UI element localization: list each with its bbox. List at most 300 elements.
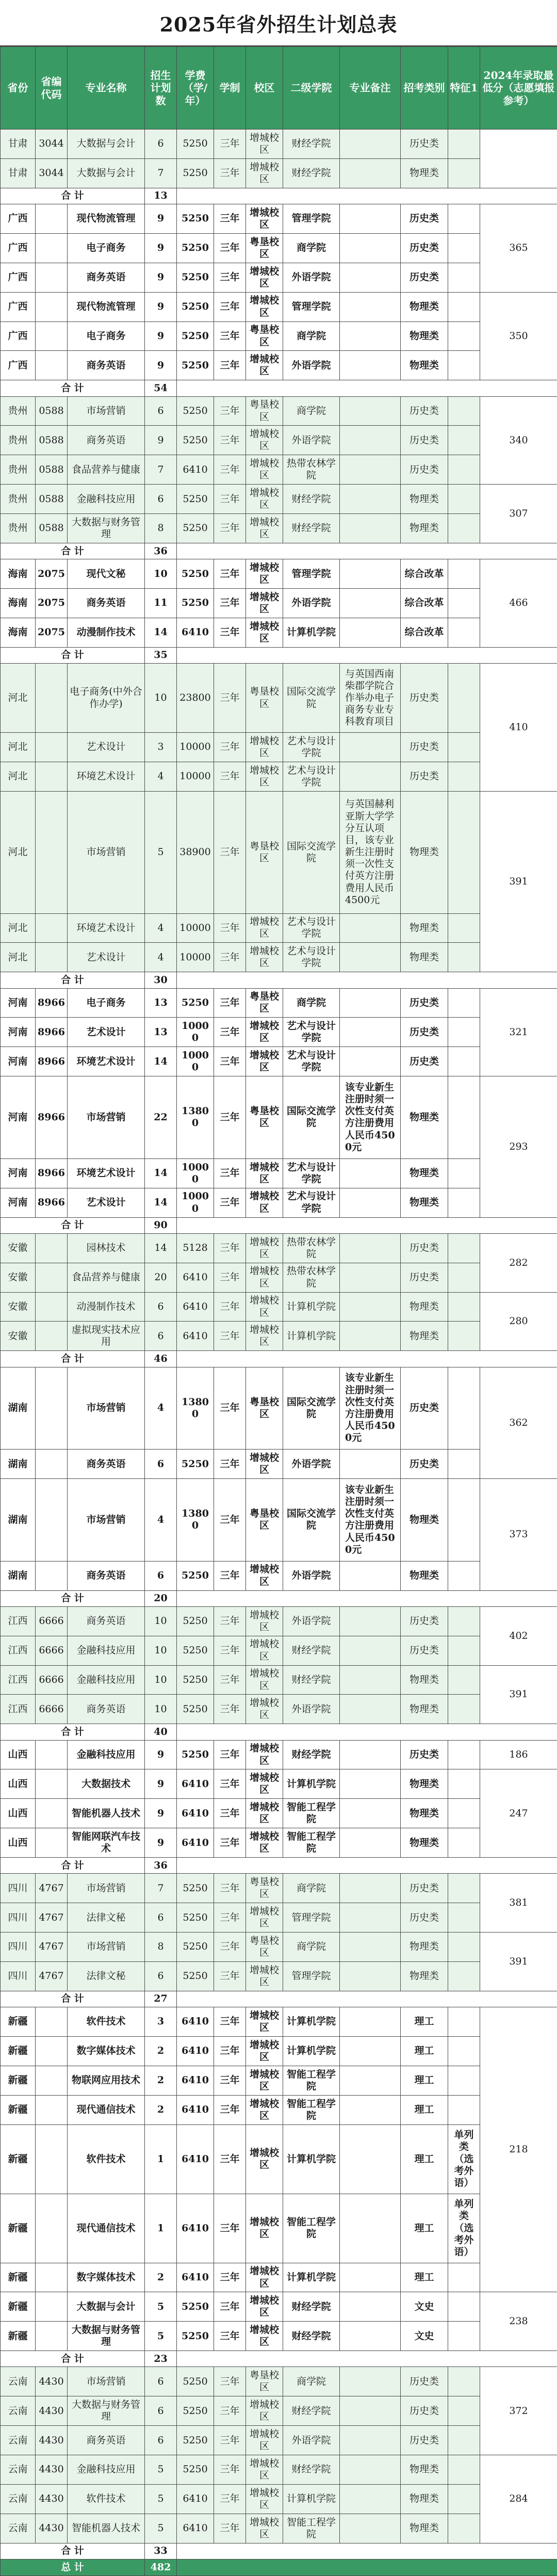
cell-duration: 三年 bbox=[214, 733, 246, 762]
table-row bbox=[1, 2367, 557, 2396]
cell-plan: 9 bbox=[145, 426, 177, 455]
cell-province: 新疆 bbox=[1, 2037, 36, 2066]
cell-plan: 6 bbox=[145, 1561, 177, 1590]
cell-plan: 4 bbox=[145, 913, 177, 943]
table-row bbox=[1, 943, 557, 972]
cell-category: 物理类 bbox=[401, 1292, 448, 1322]
cell-fee: 6410 bbox=[177, 1799, 214, 1828]
cell-note: 该专业新生注册时须一次性支付英方注册费用人民币4500元 bbox=[340, 1367, 401, 1450]
cell-major: 金融科技应用 bbox=[68, 485, 145, 514]
cell-duration: 三年 bbox=[214, 1292, 246, 1322]
subtotal-value: 35 bbox=[145, 647, 177, 663]
cell-score: 373 bbox=[480, 1479, 557, 1591]
cell-duration: 三年 bbox=[214, 1962, 246, 1991]
subtotal-filler bbox=[177, 972, 557, 988]
cell-fee: 5250 bbox=[177, 1933, 214, 1962]
cell-code bbox=[36, 2066, 68, 2095]
cell-college: 计算机学院 bbox=[283, 2485, 340, 2514]
cell-category: 历史类 bbox=[401, 1874, 448, 1903]
cell-campus: 粤垦校区 bbox=[246, 988, 283, 1018]
cell-code: 4430 bbox=[36, 2514, 68, 2543]
cell-duration: 三年 bbox=[214, 2124, 246, 2194]
cell-code: 0588 bbox=[36, 426, 68, 455]
cell-note bbox=[340, 1828, 401, 1858]
cell-feature bbox=[448, 1769, 480, 1799]
cell-province: 湖南 bbox=[1, 1367, 36, 1450]
cell-plan: 5 bbox=[145, 2485, 177, 2514]
cell-fee: 6410 bbox=[177, 455, 214, 485]
cell-province: 四川 bbox=[1, 1962, 36, 1991]
table-row bbox=[1, 1263, 557, 1292]
cell-college: 财经学院 bbox=[283, 2455, 340, 2485]
subtotal-label: 合 计 bbox=[1, 2351, 145, 2367]
cell-campus: 增城校区 bbox=[246, 2007, 283, 2037]
cell-feature bbox=[448, 1188, 480, 1217]
cell-duration: 三年 bbox=[214, 1018, 246, 1047]
cell-major: 智能机器人技术 bbox=[68, 1799, 145, 1828]
table-row bbox=[1, 1962, 557, 1991]
cell-major: 大数据与财务管理 bbox=[68, 514, 145, 543]
subtotal-row bbox=[1, 2351, 557, 2367]
cell-plan: 14 bbox=[145, 1047, 177, 1076]
table-row bbox=[1, 426, 557, 455]
cell-college: 外语学院 bbox=[283, 426, 340, 455]
cell-province: 新疆 bbox=[1, 2124, 36, 2194]
cell-category: 历史类 bbox=[401, 1367, 448, 1450]
cell-campus: 增城校区 bbox=[246, 1606, 283, 1636]
cell-code bbox=[36, 1799, 68, 1828]
cell-code: 6666 bbox=[36, 1636, 68, 1665]
cell-duration: 三年 bbox=[214, 2485, 246, 2514]
cell-college: 财经学院 bbox=[283, 1636, 340, 1665]
cell-feature bbox=[448, 2322, 480, 2351]
cell-note bbox=[340, 130, 401, 159]
cell-note bbox=[340, 2066, 401, 2095]
cell-note bbox=[340, 204, 401, 234]
cell-note bbox=[340, 2124, 401, 2194]
subtotal-value: 54 bbox=[145, 380, 177, 396]
subtotal-value: 33 bbox=[145, 2543, 177, 2559]
cell-college: 商学院 bbox=[283, 1933, 340, 1962]
col-note: 专业备注 bbox=[340, 47, 401, 130]
cell-score: 238 bbox=[480, 2292, 557, 2351]
cell-major: 环境艺术设计 bbox=[68, 1047, 145, 1076]
cell-note bbox=[340, 988, 401, 1018]
cell-plan: 22 bbox=[145, 1076, 177, 1159]
cell-college: 管理学院 bbox=[283, 559, 340, 589]
table-row bbox=[1, 1903, 557, 1933]
cell-code: 4430 bbox=[36, 2455, 68, 2485]
cell-category: 历史类 bbox=[401, 733, 448, 762]
cell-major: 金融科技应用 bbox=[68, 2455, 145, 2485]
cell-duration: 三年 bbox=[214, 263, 246, 292]
cell-note bbox=[340, 2514, 401, 2543]
plan-table bbox=[0, 46, 557, 2576]
cell-code bbox=[36, 2292, 68, 2322]
header-row bbox=[1, 47, 557, 130]
cell-duration: 三年 bbox=[214, 988, 246, 1018]
cell-plan: 10 bbox=[145, 664, 177, 733]
cell-province: 海南 bbox=[1, 618, 36, 648]
cell-feature bbox=[448, 1233, 480, 1263]
table-row bbox=[1, 1047, 557, 1076]
cell-plan: 7 bbox=[145, 455, 177, 485]
cell-plan: 2 bbox=[145, 2095, 177, 2124]
cell-college: 外语学院 bbox=[283, 1450, 340, 1479]
cell-code: 8966 bbox=[36, 1158, 68, 1188]
cell-campus: 增城校区 bbox=[246, 1665, 283, 1695]
table-row bbox=[1, 2007, 557, 2037]
cell-fee: 6410 bbox=[177, 2514, 214, 2543]
cell-province: 山西 bbox=[1, 1740, 36, 1769]
cell-feature bbox=[448, 292, 480, 321]
cell-fee: 6410 bbox=[177, 2007, 214, 2037]
col-category: 招考类别 bbox=[401, 47, 448, 130]
subtotal-filler bbox=[177, 543, 557, 559]
cell-campus: 增城校区 bbox=[246, 2322, 283, 2351]
cell-major: 商务英语 bbox=[68, 426, 145, 455]
cell-campus: 增城校区 bbox=[246, 2194, 283, 2263]
cell-campus: 增城校区 bbox=[246, 1695, 283, 1724]
cell-province: 云南 bbox=[1, 2396, 36, 2426]
cell-category: 物理类 bbox=[401, 913, 448, 943]
table-row bbox=[1, 1479, 557, 1561]
cell-plan: 4 bbox=[145, 762, 177, 791]
cell-fee: 6410 bbox=[177, 1769, 214, 1799]
cell-category: 综合改革 bbox=[401, 589, 448, 618]
cell-duration: 三年 bbox=[214, 1636, 246, 1665]
cell-plan: 10 bbox=[145, 559, 177, 589]
cell-duration: 三年 bbox=[214, 2396, 246, 2426]
cell-feature bbox=[448, 2485, 480, 2514]
cell-code: 8966 bbox=[36, 988, 68, 1018]
cell-code: 0588 bbox=[36, 485, 68, 514]
cell-feature bbox=[448, 351, 480, 380]
cell-duration: 三年 bbox=[214, 1076, 246, 1159]
cell-category: 历史类 bbox=[401, 1018, 448, 1047]
table-body bbox=[1, 130, 557, 2576]
cell-major: 电子商务 bbox=[68, 321, 145, 351]
cell-fee: 23800 bbox=[177, 664, 214, 733]
cell-campus: 增城校区 bbox=[246, 762, 283, 791]
cell-province: 广西 bbox=[1, 233, 36, 263]
cell-college: 艺术与设计学院 bbox=[283, 1158, 340, 1188]
cell-college: 外语学院 bbox=[283, 1561, 340, 1590]
cell-code: 4767 bbox=[36, 1933, 68, 1962]
cell-score: 372 bbox=[480, 2367, 557, 2455]
cell-feature bbox=[448, 1828, 480, 1858]
cell-score: 280 bbox=[480, 1292, 557, 1351]
cell-college: 艺术与设计学院 bbox=[283, 913, 340, 943]
cell-feature bbox=[448, 791, 480, 913]
cell-major: 大数据与会计 bbox=[68, 2292, 145, 2322]
cell-fee: 5250 bbox=[177, 1606, 214, 1636]
subtotal-filler bbox=[177, 188, 557, 204]
cell-fee: 5250 bbox=[177, 204, 214, 234]
cell-major: 艺术设计 bbox=[68, 1188, 145, 1217]
cell-plan: 5 bbox=[145, 2514, 177, 2543]
cell-code: 3044 bbox=[36, 158, 68, 188]
cell-note bbox=[340, 1874, 401, 1903]
cell-category: 物理类 bbox=[401, 1561, 448, 1590]
col-fee: 学费（学/年） bbox=[177, 47, 214, 130]
table-row bbox=[1, 233, 557, 263]
cell-province: 广西 bbox=[1, 292, 36, 321]
cell-campus: 增城校区 bbox=[246, 455, 283, 485]
cell-college: 财经学院 bbox=[283, 1665, 340, 1695]
cell-note bbox=[340, 2367, 401, 2396]
cell-code: 4767 bbox=[36, 1903, 68, 1933]
cell-duration: 三年 bbox=[214, 1606, 246, 1636]
cell-fee: 5250 bbox=[177, 292, 214, 321]
cell-fee: 5250 bbox=[177, 1962, 214, 1991]
cell-plan: 9 bbox=[145, 1799, 177, 1828]
cell-code bbox=[36, 263, 68, 292]
cell-category: 物理类 bbox=[401, 791, 448, 913]
table-row bbox=[1, 2263, 557, 2292]
cell-plan: 9 bbox=[145, 204, 177, 234]
cell-college: 计算机学院 bbox=[283, 2263, 340, 2292]
cell-note bbox=[340, 2426, 401, 2455]
cell-score: 307 bbox=[480, 485, 557, 543]
cell-score: 350 bbox=[480, 292, 557, 380]
cell-province: 江西 bbox=[1, 1665, 36, 1695]
cell-code: 3044 bbox=[36, 130, 68, 159]
cell-fee: 10000 bbox=[177, 913, 214, 943]
cell-major: 智能网联汽车技术 bbox=[68, 1828, 145, 1858]
cell-code bbox=[36, 1263, 68, 1292]
cell-province: 贵州 bbox=[1, 485, 36, 514]
cell-campus: 增城校区 bbox=[246, 130, 283, 159]
cell-category: 物理类 bbox=[401, 1828, 448, 1858]
cell-province: 云南 bbox=[1, 2426, 36, 2455]
cell-plan: 6 bbox=[145, 1322, 177, 1351]
cell-province: 贵州 bbox=[1, 426, 36, 455]
cell-category: 历史类 bbox=[401, 204, 448, 234]
table-row bbox=[1, 2396, 557, 2426]
cell-score: 391 bbox=[480, 1665, 557, 1724]
cell-campus: 增城校区 bbox=[246, 2455, 283, 2485]
cell-college: 外语学院 bbox=[283, 263, 340, 292]
cell-feature bbox=[448, 1367, 480, 1450]
subtotal-row bbox=[1, 1217, 557, 1233]
cell-fee: 5250 bbox=[177, 485, 214, 514]
cell-province: 新疆 bbox=[1, 2095, 36, 2124]
cell-plan: 6 bbox=[145, 1450, 177, 1479]
cell-code: 4430 bbox=[36, 2367, 68, 2396]
cell-province: 广西 bbox=[1, 263, 36, 292]
cell-major: 法律文秘 bbox=[68, 1962, 145, 1991]
cell-duration: 三年 bbox=[214, 618, 246, 648]
cell-fee: 6410 bbox=[177, 2037, 214, 2066]
cell-college: 艺术与设计学院 bbox=[283, 943, 340, 972]
cell-major: 软件技术 bbox=[68, 2007, 145, 2037]
cell-score: 218 bbox=[480, 2007, 557, 2292]
cell-campus: 增城校区 bbox=[246, 485, 283, 514]
cell-note: 该专业新生注册时须一次性支付英方注册费用人民币4500元 bbox=[340, 1076, 401, 1159]
cell-feature bbox=[448, 514, 480, 543]
cell-plan: 5 bbox=[145, 2292, 177, 2322]
cell-category: 物理类 bbox=[401, 1695, 448, 1724]
cell-code bbox=[36, 2095, 68, 2124]
cell-major: 现代物流管理 bbox=[68, 204, 145, 234]
table-row bbox=[1, 2292, 557, 2322]
cell-major: 金融科技应用 bbox=[68, 1665, 145, 1695]
cell-category: 历史类 bbox=[401, 396, 448, 426]
cell-category: 历史类 bbox=[401, 1047, 448, 1076]
cell-major: 现代文秘 bbox=[68, 559, 145, 589]
subtotal-filler bbox=[177, 2351, 557, 2367]
cell-duration: 三年 bbox=[214, 1799, 246, 1828]
cell-duration: 三年 bbox=[214, 2037, 246, 2066]
cell-plan: 2 bbox=[145, 2066, 177, 2095]
cell-feature bbox=[448, 2455, 480, 2485]
cell-plan: 13 bbox=[145, 1018, 177, 1047]
cell-campus: 增城校区 bbox=[246, 2396, 283, 2426]
cell-note bbox=[340, 1561, 401, 1590]
table-row bbox=[1, 2455, 557, 2485]
cell-category: 物理类 bbox=[401, 2514, 448, 2543]
cell-category: 综合改革 bbox=[401, 618, 448, 648]
cell-major: 虚拟现实技术应用 bbox=[68, 1322, 145, 1351]
cell-duration: 三年 bbox=[214, 2426, 246, 2455]
cell-campus: 增城校区 bbox=[246, 2514, 283, 2543]
subtotal-filler bbox=[177, 1724, 557, 1740]
cell-college: 艺术与设计学院 bbox=[283, 1047, 340, 1076]
cell-fee: 5250 bbox=[177, 1903, 214, 1933]
cell-score: 391 bbox=[480, 1933, 557, 1991]
cell-college: 管理学院 bbox=[283, 1962, 340, 1991]
cell-fee: 5250 bbox=[177, 589, 214, 618]
cell-major: 商务英语 bbox=[68, 263, 145, 292]
cell-duration: 三年 bbox=[214, 514, 246, 543]
cell-code bbox=[36, 2263, 68, 2292]
cell-category: 历史类 bbox=[401, 263, 448, 292]
cell-duration: 三年 bbox=[214, 485, 246, 514]
cell-feature bbox=[448, 1158, 480, 1188]
cell-major: 商务英语 bbox=[68, 1561, 145, 1590]
cell-category: 理工 bbox=[401, 2007, 448, 2037]
cell-duration: 三年 bbox=[214, 762, 246, 791]
cell-college: 国际交流学院 bbox=[283, 664, 340, 733]
cell-major: 法律文秘 bbox=[68, 1903, 145, 1933]
cell-note bbox=[340, 1322, 401, 1351]
cell-note bbox=[340, 913, 401, 943]
cell-fee: 13800 bbox=[177, 1479, 214, 1561]
table-row bbox=[1, 559, 557, 589]
subtotal-row bbox=[1, 1991, 557, 2007]
subtotal-row bbox=[1, 1724, 557, 1740]
cell-duration: 三年 bbox=[214, 1158, 246, 1188]
cell-college: 外语学院 bbox=[283, 1695, 340, 1724]
cell-category: 物理类 bbox=[401, 1933, 448, 1962]
cell-note bbox=[340, 292, 401, 321]
cell-feature bbox=[448, 2292, 480, 2322]
cell-feature bbox=[448, 1665, 480, 1695]
subtotal-row bbox=[1, 1351, 557, 1367]
cell-duration: 三年 bbox=[214, 292, 246, 321]
cell-major: 大数据与财务管理 bbox=[68, 2322, 145, 2351]
cell-major: 市场营销 bbox=[68, 1367, 145, 1450]
cell-feature bbox=[448, 2514, 480, 2543]
cell-feature bbox=[448, 263, 480, 292]
cell-category: 理工 bbox=[401, 2124, 448, 2194]
cell-college: 热带农林学院 bbox=[283, 1263, 340, 1292]
cell-plan: 10 bbox=[145, 1606, 177, 1636]
cell-category: 物理类 bbox=[401, 1479, 448, 1561]
subtotal-value: 30 bbox=[145, 972, 177, 988]
table-row bbox=[1, 1874, 557, 1903]
cell-code bbox=[36, 733, 68, 762]
cell-fee: 5250 bbox=[177, 559, 214, 589]
cell-score: 247 bbox=[480, 1769, 557, 1858]
cell-major: 大数据与财务管理 bbox=[68, 2396, 145, 2426]
table-row bbox=[1, 988, 557, 1018]
subtotal-row bbox=[1, 1590, 557, 1606]
cell-code bbox=[36, 943, 68, 972]
table-row bbox=[1, 1636, 557, 1665]
cell-campus: 增城校区 bbox=[246, 1769, 283, 1799]
cell-fee: 6410 bbox=[177, 2263, 214, 2292]
cell-plan: 13 bbox=[145, 988, 177, 1018]
cell-college: 计算机学院 bbox=[283, 2007, 340, 2037]
table-row bbox=[1, 1018, 557, 1047]
cell-category: 历史类 bbox=[401, 988, 448, 1018]
subtotal-label: 合 计 bbox=[1, 647, 145, 663]
cell-major: 商务英语 bbox=[68, 351, 145, 380]
cell-plan: 14 bbox=[145, 1188, 177, 1217]
cell-note: 该专业新生注册时须一次性支付英方注册费用人民币4500元 bbox=[340, 1479, 401, 1561]
cell-duration: 三年 bbox=[214, 1933, 246, 1962]
cell-score: 402 bbox=[480, 1606, 557, 1665]
cell-campus: 增城校区 bbox=[246, 589, 283, 618]
cell-feature bbox=[448, 1561, 480, 1590]
table-row bbox=[1, 2485, 557, 2514]
cell-college: 外语学院 bbox=[283, 1606, 340, 1636]
cell-code bbox=[36, 1233, 68, 1263]
col-major: 专业名称 bbox=[68, 47, 145, 130]
cell-feature bbox=[448, 455, 480, 485]
cell-campus: 增城校区 bbox=[246, 1018, 283, 1047]
cell-campus: 增城校区 bbox=[246, 1962, 283, 1991]
cell-category: 物理类 bbox=[401, 1322, 448, 1351]
table-row bbox=[1, 2066, 557, 2095]
cell-feature bbox=[448, 943, 480, 972]
cell-province: 河南 bbox=[1, 1076, 36, 1159]
table-row bbox=[1, 2037, 557, 2066]
cell-duration: 三年 bbox=[214, 2455, 246, 2485]
table-row bbox=[1, 1292, 557, 1322]
cell-note bbox=[340, 733, 401, 762]
cell-score: 186 bbox=[480, 1740, 557, 1769]
cell-province: 广西 bbox=[1, 321, 36, 351]
cell-plan: 8 bbox=[145, 1933, 177, 1962]
cell-college: 艺术与设计学院 bbox=[283, 762, 340, 791]
cell-college: 管理学院 bbox=[283, 1903, 340, 1933]
subtotal-value: 36 bbox=[145, 1858, 177, 1874]
cell-campus: 增城校区 bbox=[246, 1561, 283, 1590]
cell-fee: 5250 bbox=[177, 1740, 214, 1769]
cell-note bbox=[340, 1188, 401, 1217]
cell-college: 计算机学院 bbox=[283, 2037, 340, 2066]
cell-code bbox=[36, 1740, 68, 1769]
cell-campus: 粤垦校区 bbox=[246, 1874, 283, 1903]
cell-campus: 增城校区 bbox=[246, 618, 283, 648]
cell-category: 物理类 bbox=[401, 321, 448, 351]
cell-category: 历史类 bbox=[401, 1903, 448, 1933]
cell-plan: 6 bbox=[145, 396, 177, 426]
subtotal-row bbox=[1, 647, 557, 663]
